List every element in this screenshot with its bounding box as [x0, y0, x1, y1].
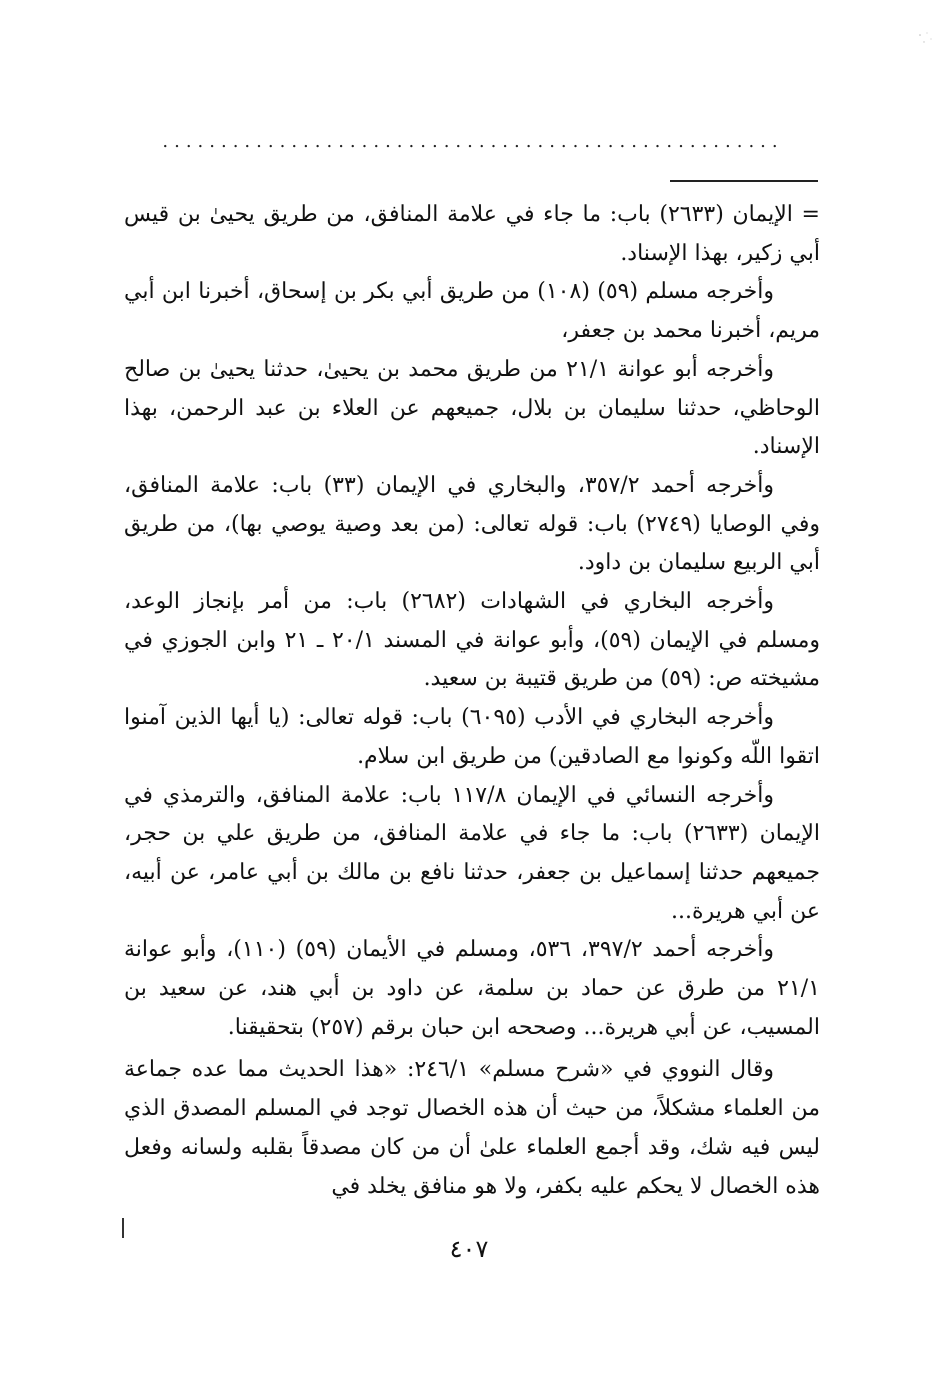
paragraph: وقال النووي في «شرح مسلم» ٢٤٦/١: «هذا الحديث مما عده جماعة من العلماء مشكلاً، من حيث أن هذه الخصال توجد في المسلم المصدق الذي ليس فيه شك، وقد أجمع العلماء علىٰ أن من كان مصدقاً بقلبه ولسانه وفعل هذه الخصال لا يحكم عليه بكفر، ولا هو منافق يخلد في	[124, 1057, 820, 1199]
paragraph: وأخرجه البخاري في الشهادات (٢٦٨٢) باب: من أمر بإنجاز الوعد، ومسلم في الإيمان (٥٩)، وأبو عوانة في المسند ٢٠/١ ـ ٢١ وابن الجوزي في مشيخته ص: (٥٩) من طريق قتيبة بن سعيد.	[124, 589, 820, 692]
paragraph: وأخرجه النسائي في الإيمان ١١٧/٨ باب: علامة المنافق، والترمذي في الإيمان (٢٦٣٣) باب: ما جاء في علامة المنافق، من طريق علي بن حجر، جميعهم حدثنا إسماعيل بن جعفر، حدثنا نافع بن مالك بن أبي عامر، عن أبيه، عن أبي هريرة...	[124, 782, 821, 924]
paragraph: وأخرجه البخاري في الأدب (٦٠٩٥) باب: قوله تعالى: (يا أيها الذين آمنوا اتقوا اللّه وكونوا مع الصادقين) من طريق ابن سلام.	[124, 705, 820, 769]
footnote-text-block	[124, 196, 820, 1206]
paragraph: = الإيمان (٢٦٣٣) باب: ما جاء في علامة المنافق، من طريق يحيىٰ بن قيس أبي زكير، بهذا الإسناد.	[124, 202, 820, 266]
paragraph: وأخرجه أحمد ٣٥٧/٢، والبخاري في الإيمان (٣٣) باب: علامة المنافق، وفي الوصايا (٢٧٤٩) باب: قوله تعالى: (من بعد وصية يوصي بها)، من طريق أبي الربيع سليمان بن داود.	[124, 472, 821, 576]
scan-speckle	[916, 30, 934, 48]
footnote-rule	[670, 180, 818, 182]
paragraph: وأخرجه مسلم (٥٩) (١٠٨) من طريق أبي بكر بن إسحاق، أخبرنا ابن أبي مريم، أخبرنا محمد بن جعفر،	[124, 279, 820, 344]
dotted-separator: .....................................................	[162, 132, 784, 152]
page-number: ٤٠٧	[449, 1235, 489, 1263]
paragraph: وأخرجه أحمد ٣٩٧/٢، ٥٣٦، ومسلم في الأيمان (٥٩) (١١٠)، وأبو عوانة ٢١/١ من طرق عن حماد بن سلمة، عن داود بن أبي هند، عن سعيد بن المسيب، عن أبي هريرة... وصححه ابن حبان برقم (٢٥٧) بتحقيقنا.	[124, 937, 820, 1040]
paragraph: وأخرجه أبو عوانة ٢١/١ من طريق محمد بن يحيىٰ، حدثنا يحيىٰ بن صالح الوحاظي، حدثنا سليمان بن بلال، جميعهم عن العلاء بن عبد الرحمن، بهذا الإسناد.	[124, 356, 820, 460]
